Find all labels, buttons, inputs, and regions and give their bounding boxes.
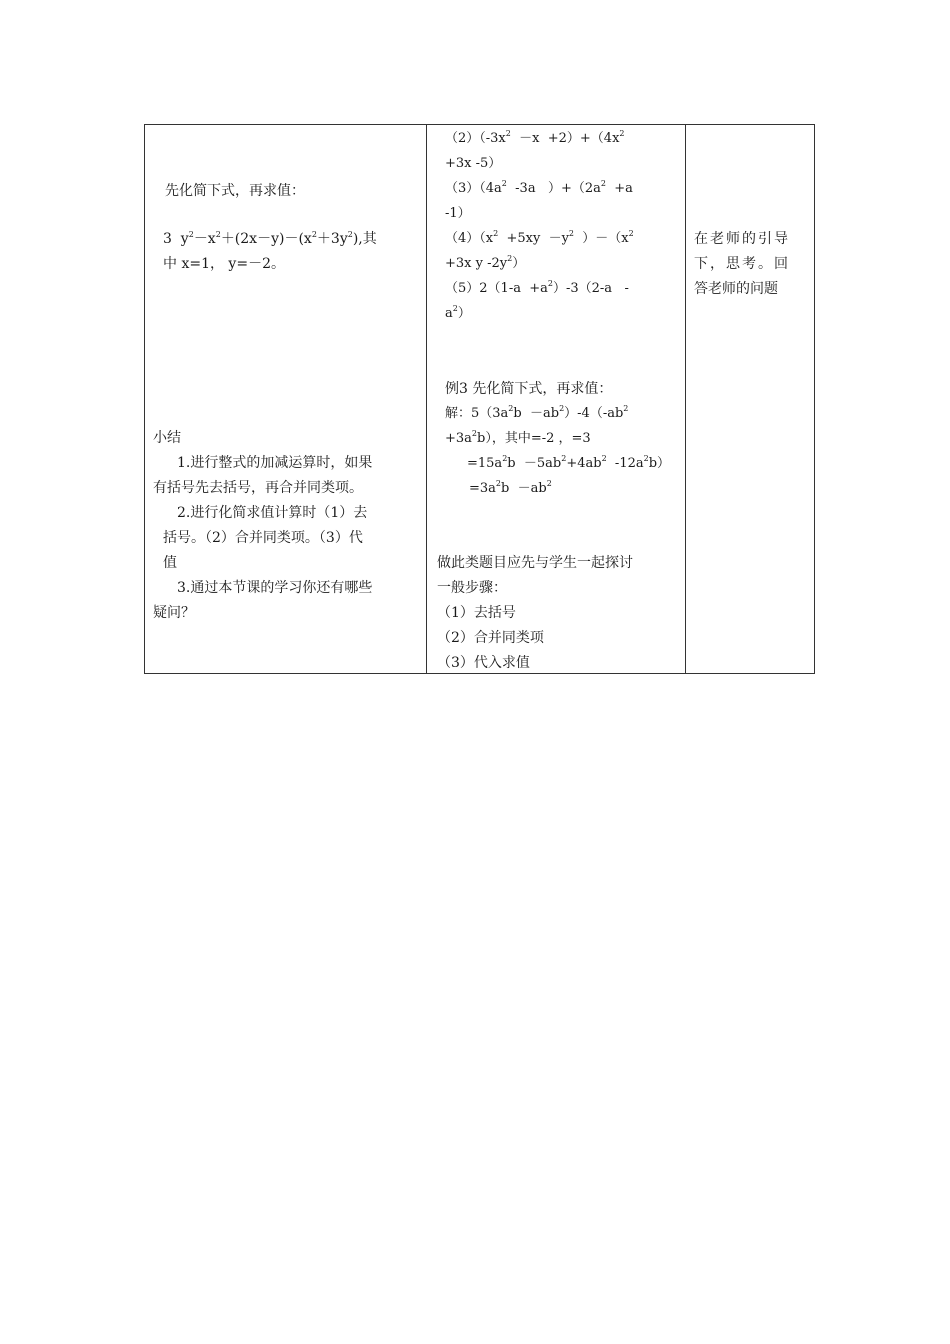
summary-point-2-cont: 括号。（2）合并同类项。（3）代 <box>163 530 363 546</box>
step-1: （1）去括号 <box>437 605 516 621</box>
summary-point-1: 1.进行整式的加减运算时，如果 <box>177 455 373 471</box>
exercise-2: $(2)(-3x^2 -x +2)+(4x^2$ <box>445 129 625 146</box>
example-3-title: 例3 先化简下式，再求值： <box>445 381 613 397</box>
summary-point-3: 3.通过本节课的学习你还有哪些 <box>177 580 373 596</box>
example-3-solution: 解：$5(3a^2b -ab^2)-4(-ab^2$ <box>445 404 629 421</box>
step-2: （2）合并同类项 <box>437 630 544 646</box>
example-3-step-2: $=3a^2b -ab^2$ <box>469 479 552 496</box>
exercise-5: $(5)2(1-a +a^2)-3(2-a$ - <box>445 279 629 296</box>
table-row <box>145 125 815 674</box>
teaching-note-cont: 一般步骤： <box>437 580 507 596</box>
summary-point-1-cont: 有括号先去括号，再合并同类项。 <box>153 480 363 496</box>
lesson-plan-table <box>144 124 815 674</box>
example-3-condition: $+3a^2b$），其中=-2 ，=3 <box>445 429 591 446</box>
teacher-activity-cell <box>427 125 686 674</box>
exercise-3: $(3)(4a^2$ -3a ）$+(2a^2 +a$ <box>445 179 633 196</box>
summary-point-3-cont: 疑问？ <box>153 605 195 621</box>
table-underline <box>147 673 175 674</box>
student-activity-line-1: 在老师的引导 <box>694 231 790 247</box>
exercise-4-cont: +3x y $-2y^2$） <box>445 254 526 271</box>
activity-cell <box>145 125 427 674</box>
student-activity-line-3: 答老师的问题 <box>694 281 778 297</box>
summary-point-2: 2.进行化简求值计算时（1）去 <box>177 505 368 521</box>
exercise-5-cont: $a^2$） <box>445 304 471 321</box>
summary-title: 小结 <box>153 430 181 446</box>
teaching-note: 做此类题目应先与学生一起探讨 <box>437 555 633 571</box>
exercise-2-cont: +3x -5） <box>445 156 502 171</box>
step-3: （3）代入求值 <box>437 655 530 671</box>
student-activity-line-2: 下，思考。回 <box>694 256 790 272</box>
exercise-condition: 中 x=1， y=－2。 <box>163 256 285 272</box>
exercise-3-cont: -1） <box>445 206 471 221</box>
summary-point-2-end: 值 <box>163 555 177 571</box>
exercise-expression: 3 $y^2-x^2+(2x-y)-(x^2+3y^2)$,其 <box>163 230 377 247</box>
student-activity-cell <box>686 125 815 674</box>
example-3-step-1: $=15a^2b -5ab^2+4ab^2$ $-12a^2b$） <box>467 454 671 471</box>
exercise-4: $(4)(x^2 +5xy -y^2$ ）$-(x^2$ <box>445 229 634 246</box>
exercise-prompt: 先化简下式，再求值： <box>165 183 305 199</box>
